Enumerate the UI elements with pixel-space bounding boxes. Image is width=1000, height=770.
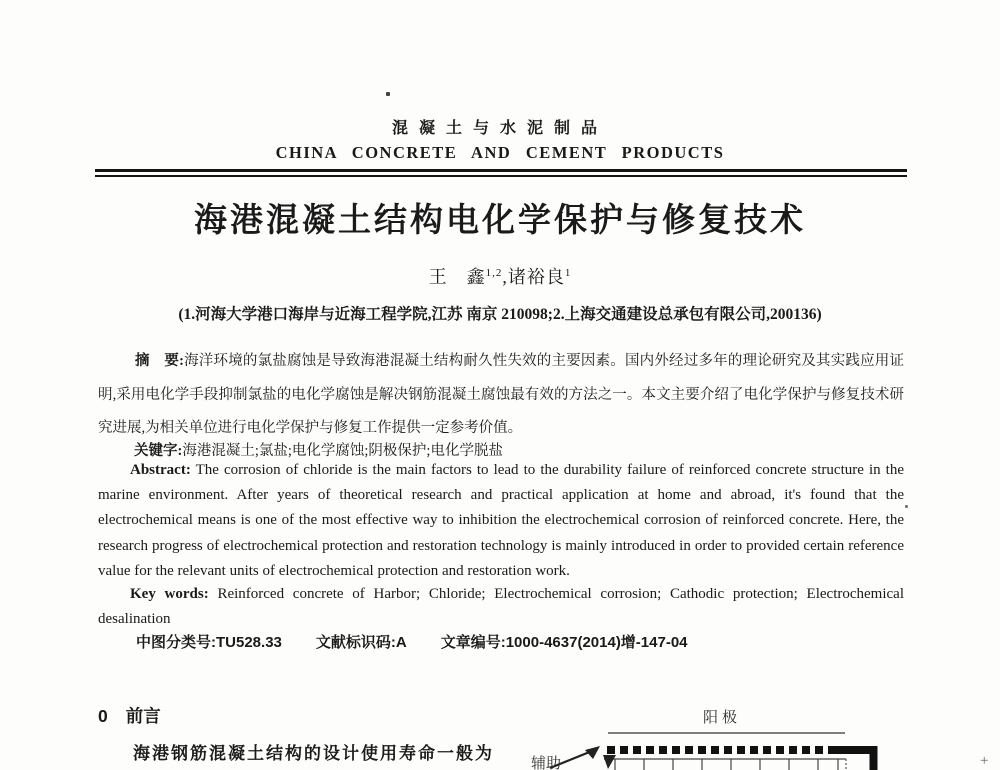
section-title: 前言 — [125, 706, 161, 726]
figure-aux-label: 辅助 — [531, 756, 562, 770]
reinforcement-ticks — [615, 759, 838, 770]
abstract-en — [98, 458, 904, 584]
aux-arrowhead-icon — [585, 746, 600, 759]
clc-value: TU528.33 — [216, 634, 282, 651]
abstract-cn-text: 海洋环境的氯盐腐蚀是导致海港混凝土结构耐久性失效的主要因素。国内外经过多年的理论研究及其实践应用证明,采用电化学手段抑制氯盐的电化学腐蚀是解决钢筋混凝土腐蚀最有效的方法之一。本文主要介绍了电化学保护与修复技术研究进展,为相关单位进行电化学保护与修复工作提供一定参考价值。 — [98, 353, 904, 436]
article-id-label: 文章编号: — [440, 634, 506, 651]
section-number: 0 — [98, 706, 108, 726]
keywords-cn-label: 关键字: — [134, 443, 183, 459]
clc-label: 中图分类号: — [136, 634, 216, 651]
figure-plus-sign: + — [980, 753, 989, 769]
section-heading-foreword — [98, 703, 161, 728]
anode-wire — [831, 750, 874, 770]
figure-cathodic-protection-schematic — [520, 700, 1000, 770]
abstract-en-label: Abstract: — [130, 462, 191, 478]
figure-drawing — [520, 700, 1000, 770]
figure-anode-label: 阳极 — [703, 710, 742, 726]
abstract-cn-label: 摘 要: — [135, 353, 184, 369]
header-divider-rule — [95, 169, 907, 177]
keywords-en-text: Reinforced concrete of Harbor; Chloride; Electrochemical corrosion; Cathodic protection; Electrochemical desalination — [98, 586, 904, 628]
author-line — [0, 263, 1000, 289]
abstract-cn — [98, 345, 904, 446]
doc-code-label: 文献标识码: — [315, 634, 396, 651]
keywords-en-label: Key words: — [130, 586, 209, 602]
article-id-value: 1000-4637(2014)增-147-04 — [505, 634, 688, 651]
journal-title-cn: 混凝土与水泥制品 — [391, 120, 608, 137]
abstract-en-text: The corrosion of chloride is the main factors to lead to the durability failure of reinforced concrete structure in the marine environment. After years of theoretical research and practical application at home and abroad, it's found that the electrochemical means is one of the most effective way to inhibition the electrochemical corrosion of reinforced concrete. Here, the research progress of electrochemical protection and restoration technology is mainly introduced in order to provided certain reference value for the relevant units of electrochemical protection and restoration work. — [98, 462, 904, 579]
corner-triangle-mark — [603, 755, 616, 769]
scan-artifact-dot — [905, 505, 908, 508]
author-1-affiliation-sup: 1,2 — [485, 267, 503, 279]
author-1: 王 鑫 — [428, 267, 486, 287]
classification-line — [136, 631, 688, 652]
author-separator: , — [502, 267, 508, 287]
author-2: 诸裕良 — [507, 267, 565, 287]
keywords-cn — [134, 439, 503, 460]
affiliation-line: (1.河海大学港口海岸与近海工程学院,江苏 南京 210098;2.上海交通建设总承包有限公司,200136) — [178, 306, 822, 323]
article-title: 海港混凝土结构电化学保护与修复技术 — [194, 201, 806, 238]
keywords-en — [98, 582, 904, 632]
author-2-affiliation-sup: 1 — [564, 267, 572, 279]
body-first-line: 海港钢筋混凝土结构的设计使用寿命一般为 — [133, 744, 494, 763]
scan-artifact-dot — [386, 92, 390, 96]
journal-title-en: CHINA CONCRETE AND CEMENT PRODUCTS — [275, 143, 725, 162]
keywords-cn-text: 海港混凝土;氯盐;电化学腐蚀;阴极保护;电化学脱盐 — [182, 443, 503, 459]
doc-code-value: A — [395, 634, 407, 651]
